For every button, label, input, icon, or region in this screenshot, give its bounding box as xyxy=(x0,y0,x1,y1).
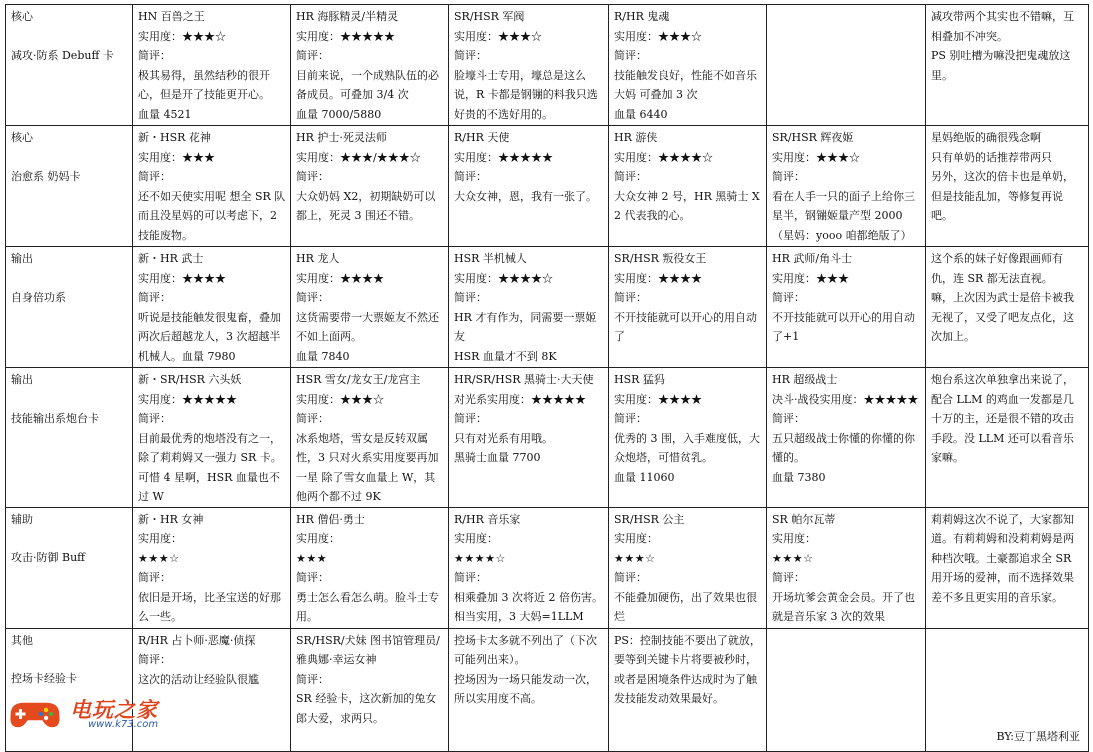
text-line: 简评： xyxy=(454,170,487,183)
card-cell xyxy=(767,247,926,368)
text-line: 控场卡太多就不列出了（下次可能列出来）。 xyxy=(454,633,597,666)
category-cell xyxy=(6,5,133,126)
text-line: SR/HSR 辉夜姬 xyxy=(772,131,854,144)
card-cell xyxy=(449,5,609,126)
category-subtitle: 攻击·防御 Buff xyxy=(11,551,85,564)
text-line: 简评： xyxy=(454,412,487,425)
site-watermark xyxy=(4,694,180,734)
category-cell xyxy=(6,507,133,628)
category-name: 辅助 xyxy=(11,512,33,526)
text-line: 看在人手一只的面子上给你三星半，钢镚姬量产型 2000（星妈：yooo 咱都绝版了） xyxy=(772,189,915,242)
text-line: 大众奶妈 X2，初期缺奶可以都上，死灵 3 围还不错。 xyxy=(296,189,436,222)
rating-line: 实用度：★★★☆ xyxy=(296,392,384,406)
text-line: 不能叠加硬伤，出了效果也很烂 xyxy=(614,590,757,623)
rating-line: ★★★☆ xyxy=(614,551,656,565)
table-row xyxy=(6,5,1089,126)
card-cell xyxy=(609,5,767,126)
text-line: 另外，这次的倍卡也是单奶，但是技能乱加，等修复再说吧。 xyxy=(931,170,1074,222)
comment-cell xyxy=(926,5,1089,126)
text-line: 血量 4521 xyxy=(138,107,192,121)
card-cell xyxy=(609,126,767,247)
card-cell xyxy=(449,247,609,368)
text-line: HSR 雪女/龙女王/龙宫主 xyxy=(296,373,421,386)
text-line: SR/HSR 公主 xyxy=(614,512,685,526)
text-line: 依旧是开场，比圣宝送的好那么一些。 xyxy=(138,590,281,623)
card-cell xyxy=(449,368,609,508)
card-cell xyxy=(133,5,291,126)
rating-line: 实用度：★★★★ xyxy=(296,271,384,285)
text-line: 简评： xyxy=(614,49,647,62)
text-line: 减攻带两个其实也不错嘛，互相叠加不冲突。 xyxy=(931,10,1074,43)
text-line: 简评： xyxy=(772,170,805,183)
card-cell xyxy=(449,507,609,628)
text-line: SR/HSR 军阀 xyxy=(454,10,525,23)
text-line: 实用度： xyxy=(454,532,498,545)
text-line: 简评： xyxy=(138,571,171,584)
text-line: 脸壕斗士专用，壕总是这么说，R 卡都是钢镚的料我只选好贵的不选好用的。 xyxy=(454,68,598,121)
text-line: 冰系炮塔，雪女是反转双属性，3 只对火系实用度要再加一星 除了雪女血量上 W，其他两个都不过 9K xyxy=(296,431,439,503)
text-line: PS 别吐槽为嘛没把鬼魂放这里。 xyxy=(931,49,1071,82)
card-cell xyxy=(291,126,449,247)
text-line: 新・HR 武士 xyxy=(138,252,204,265)
author-signature: BY:豆丁黑塔利亚 xyxy=(996,730,1080,743)
rating-line: 实用度：★★★★☆ xyxy=(614,150,713,164)
text-line: 简评： xyxy=(296,291,329,304)
card-cell xyxy=(767,126,926,247)
rating-line: 实用度：★★★ xyxy=(772,271,849,285)
text-line: SR/HSR/犬妹 图书馆管理员/雅典娜·幸运女神 xyxy=(296,633,440,666)
table-row xyxy=(6,126,1089,247)
text-line: 血量 6440 xyxy=(614,107,668,121)
card-cell xyxy=(291,507,449,628)
text-line: 简评： xyxy=(772,412,805,425)
text-line: 简评： xyxy=(138,170,171,183)
text-line: 大众女神，恩，我有一张了。 xyxy=(454,189,597,203)
card-cell xyxy=(609,507,767,628)
text-line: 血量 7000/5880 xyxy=(296,107,382,121)
card-cell xyxy=(609,628,767,751)
rating-line: 实用度：★★★/★★★☆ xyxy=(296,150,421,164)
text-line: 简评： xyxy=(772,571,805,584)
text-line: R/HR 天使 xyxy=(454,131,510,144)
brand-url: www.k73.com xyxy=(88,719,159,730)
text-line: 简评： xyxy=(772,291,805,304)
card-cell xyxy=(609,368,767,508)
rating-line: ★★★ xyxy=(296,551,328,565)
category-subtitle: 控场卡经验卡 xyxy=(11,672,77,685)
table-row xyxy=(6,368,1089,508)
rating-line: ★★★★☆ xyxy=(454,551,506,565)
text-line: 勇士怎么看怎么萌。脸斗士专用。 xyxy=(296,590,439,623)
card-cell xyxy=(291,247,449,368)
text-line: 简评： xyxy=(614,170,647,183)
text-line: 简评： xyxy=(138,49,171,62)
text-line: HR 龙人 xyxy=(296,252,340,265)
comment-cell xyxy=(926,507,1089,628)
text-line: 简评： xyxy=(454,49,487,62)
text-line: HR 超级战士 xyxy=(772,373,838,386)
text-line: 简评： xyxy=(138,412,171,425)
text-line: 简评： xyxy=(614,571,647,584)
category-subtitle: 技能输出系炮台卡 xyxy=(11,411,99,425)
text-line: PS：控制技能不要出了就放，要等到关键卡片将要被秒时，或者是困境条件达成时为了触发技能发动效果最好。 xyxy=(614,633,761,705)
card-cell xyxy=(133,507,291,628)
comment-cell xyxy=(926,126,1089,247)
text-line: 相乘叠加 3 次将近 2 倍伤害。相当实用，3 大妈=1LLM xyxy=(454,590,603,623)
table-row xyxy=(6,247,1089,368)
text-line: HSR 半机械人 xyxy=(454,252,527,265)
text-line: 这个系的妹子好像跟画师有仇，连 SR 都无法直视。 xyxy=(931,252,1063,285)
rating-line: 实用度：★★★☆ xyxy=(454,29,542,43)
text-line: HSR 猛犸 xyxy=(614,373,665,386)
text-line: 简评： xyxy=(138,291,171,304)
text-line: 简评： xyxy=(614,412,647,425)
category-cell xyxy=(6,126,133,247)
card-cell xyxy=(133,126,291,247)
text-line: 星妈绝版的确很残念啊 xyxy=(931,131,1041,144)
text-line: 莉莉姆这次不说了，大家都知道。有莉莉姆和没莉莉姆是两种档次哦。土豪都追求全 SR 用开场的爱神，而不选择效果差不多且更实用的音乐家。 xyxy=(931,512,1075,604)
category-name: 核心 xyxy=(11,10,33,23)
text-line: 嘛，上次因为武士是倍卡被我无视了，又受了吧友点化，这次加上。 xyxy=(931,291,1074,343)
text-line: 开场坑爹会黄金会员。开了也就是音乐家 3 次的效果 xyxy=(772,590,915,623)
rating-line: 实用度：★★★☆ xyxy=(772,150,860,164)
text-line: 简评： xyxy=(296,49,329,62)
text-line: 不开技能就可以开心的用自动了 xyxy=(614,310,757,343)
rating-line: 实用度：★★★★ xyxy=(614,392,702,406)
comment-cell xyxy=(926,628,1089,751)
card-cell xyxy=(767,507,926,628)
category-subtitle: 减攻·防系 Debuff 卡 xyxy=(11,48,114,62)
text-line: 只有单奶的话推荐带两只 xyxy=(931,150,1052,164)
text-line: HN 百兽之王 xyxy=(138,10,205,23)
text-line: 五只超级战士你懂的你懂的你懂的。 xyxy=(772,431,915,464)
text-line: 听说是技能触发很鬼畜，叠加两次后超越龙人，3 次超越半机械人。血量 7980 xyxy=(138,310,281,363)
text-line: 不开技能就可以开心的用自动了+1 xyxy=(772,310,915,343)
rating-line: 实用度：★★★ xyxy=(138,150,215,164)
card-cell xyxy=(449,126,609,247)
card-cell xyxy=(133,247,291,368)
rating-line: 实用度：★★★★★ xyxy=(138,392,237,406)
text-line: 新・HR 女神 xyxy=(138,512,204,526)
text-line: 血量 7380 xyxy=(772,470,826,484)
text-line: 实用度： xyxy=(296,532,340,545)
text-line: 新・HSR 花神 xyxy=(138,131,211,144)
rating-line: 实用度：★★★★ xyxy=(614,271,702,285)
category-cell xyxy=(6,368,133,508)
text-line: 新・SR/HSR 六头妖 xyxy=(138,373,242,386)
text-line: 简评： xyxy=(296,672,329,686)
text-line: HR 护士·死灵法师 xyxy=(296,131,387,144)
text-line: 黑骑士血量 7700 xyxy=(454,451,541,464)
text-line: 还不如天使实用呢 想全 SR 队而且没星妈的可以考虑下，2 技能废物。 xyxy=(138,189,286,242)
rating-line: 实用度：★★★★★ xyxy=(454,150,553,164)
text-line: HR 游侠 xyxy=(614,131,658,144)
text-line: R/HR 音乐家 xyxy=(454,512,521,526)
text-line: HR 才有作为，同需要一票姬友 xyxy=(454,310,597,343)
text-line: 只有对光系有用哦。 xyxy=(454,431,553,445)
rating-line: 对光系实用度：★★★★★ xyxy=(454,392,586,406)
category-cell xyxy=(6,247,133,368)
rating-line: 实用度：★★★★☆ xyxy=(454,271,553,285)
text-line: SR 帕尔瓦蒂 xyxy=(772,512,836,526)
text-line: 简评： xyxy=(454,571,487,584)
card-cell xyxy=(449,628,609,751)
text-line: HSR 血量才不到 8K xyxy=(454,349,557,363)
rating-line: ★★★☆ xyxy=(772,551,814,565)
category-name: 输出 xyxy=(11,373,33,386)
comment-cell xyxy=(926,247,1089,368)
text-line: 简评： xyxy=(296,170,329,183)
brand-text: 电玩之家 xyxy=(70,698,158,722)
text-line: 简评： xyxy=(614,291,647,304)
category-name: 核心 xyxy=(11,131,33,144)
card-cell xyxy=(291,5,449,126)
rating-line: ★★★☆ xyxy=(138,551,180,565)
text-line: 血量 7840 xyxy=(296,349,350,363)
text-line: 血量 11060 xyxy=(614,470,675,484)
text-line: 实用度： xyxy=(614,532,658,545)
table-row xyxy=(6,507,1089,628)
text-line: HR 武师/角斗士 xyxy=(772,252,853,265)
card-rating-table xyxy=(5,4,1089,752)
rating-line: 实用度：★★★★★ xyxy=(296,29,395,43)
text-line: 控场因为一场只能发动一次，所以实用度不高。 xyxy=(454,672,597,705)
text-line: 目前来说，一个成熟队伍的必备成员。可叠加 3/4 次 xyxy=(296,68,439,101)
text-line: SR/HSR 叛役女王 xyxy=(614,252,707,265)
text-line: 极其易得，虽然结秒的很开心，但是开了技能更开心。 xyxy=(138,68,270,101)
card-cell xyxy=(767,5,926,126)
text-line: 目前最优秀的炮塔没有之一，除了莉莉姆又一强力 SR 卡。可惜 4 星啊，HSR 血量也不过 W xyxy=(138,431,282,503)
text-line: 这次的活动让经验队很尴 xyxy=(138,672,259,686)
card-cell xyxy=(609,247,767,368)
text-line: 简评： xyxy=(296,571,329,584)
text-line: 实用度： xyxy=(772,532,816,545)
text-line: 大众女神 2 号，HR 黑骑士 X2 代表我的心。 xyxy=(614,189,760,222)
text-line: R/HR 鬼魂 xyxy=(614,10,670,23)
text-line: HR 僧侣·勇士 xyxy=(296,512,365,526)
text-line: 简评： xyxy=(296,412,329,425)
category-subtitle: 自身倍功系 xyxy=(11,290,66,304)
category-name: 其他 xyxy=(11,633,33,647)
text-line: HR 海豚精灵/半精灵 xyxy=(296,10,399,23)
card-cell xyxy=(291,368,449,508)
card-cell xyxy=(767,628,926,751)
gamepad-logo-icon xyxy=(4,696,66,732)
text-line: 简评： xyxy=(138,653,171,666)
rating-line: 实用度：★★★★ xyxy=(138,271,226,285)
rating-line: 实用度：★★★☆ xyxy=(138,29,226,43)
text-line: R/HR 占卜师·恶魔·侦探 xyxy=(138,633,256,647)
category-name: 输出 xyxy=(11,252,33,265)
text-line: 这货需要带一大票姬友不然还不如上面两。 xyxy=(296,310,439,343)
category-subtitle: 治愈系 奶妈卡 xyxy=(11,169,81,183)
card-cell xyxy=(133,368,291,508)
text-line: HR/SR/HSR 黑骑士·大天使 xyxy=(454,373,594,386)
text-line: 实用度： xyxy=(138,532,182,545)
rating-line: 实用度：★★★☆ xyxy=(614,29,702,43)
rating-line: 决斗·战役实用度：★★★★★ xyxy=(772,392,919,406)
text-line: SR 经验卡，这次新加的兔女郎大爱，求两只。 xyxy=(296,692,437,725)
text-line: 优秀的 3 围，入手难度低，大众炮塔，可惜贫乳。 xyxy=(614,431,760,464)
text-line: 简评： xyxy=(454,291,487,304)
comment-cell xyxy=(926,368,1089,508)
card-cell xyxy=(291,628,449,751)
text-line: 炮台系这次单独拿出来说了，配合 LLM 的鸡血一发都是几十万的主，还是很不错的攻击手段。没 LLM 还可以看音乐家嘛。 xyxy=(931,373,1074,464)
text-line: 技能触发良好，性能不如音乐大妈 可叠加 3 次 xyxy=(614,68,757,101)
card-cell xyxy=(767,368,926,508)
